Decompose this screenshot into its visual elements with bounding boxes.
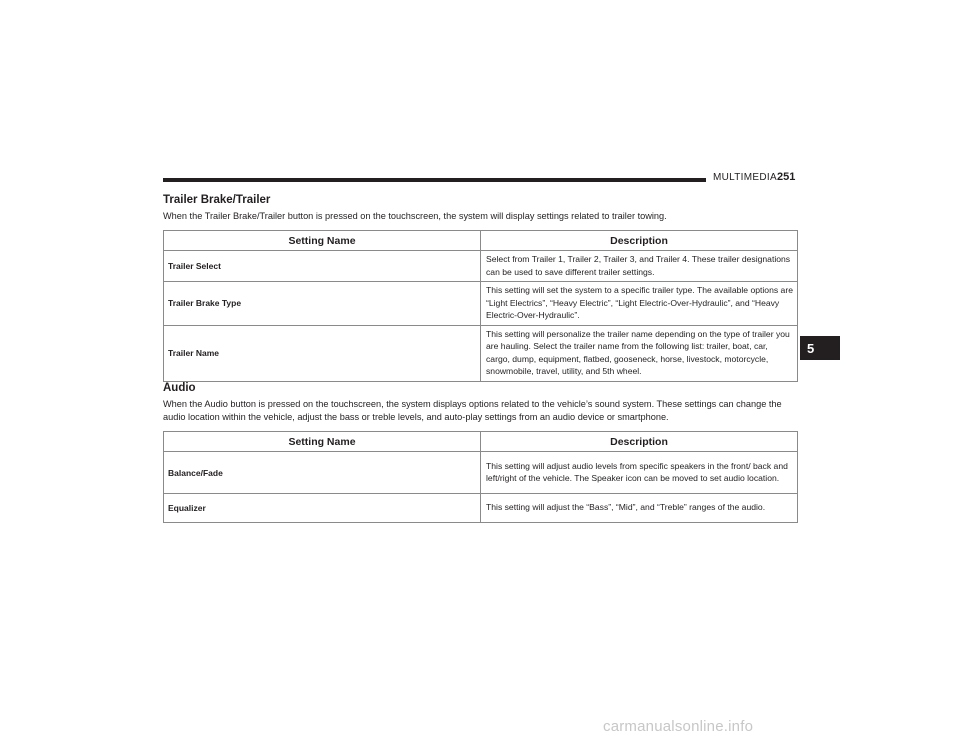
setting-description: This setting will set the system to a specific trailer type. The available options are “Light Electrics”, “Heavy Electric”, “Light Electric-Over-Hydraulic”, and “Heavy Electric-Over-Hydraulic”. bbox=[481, 282, 798, 326]
table-header-row bbox=[164, 231, 798, 251]
audio-intro: When the Audio button is pressed on the touchscreen, the system displays options related to the vehicle’s sound system. These settings can change the audio location within the vehicle, adjust the bass or treble levels, and auto-play settings from an audio device or smartphone. bbox=[163, 399, 782, 422]
section-label: MULTIMEDIA bbox=[713, 172, 777, 183]
watermark: carmanualsonline.info bbox=[603, 718, 754, 735]
header-rule bbox=[163, 178, 706, 182]
table-row bbox=[164, 452, 798, 494]
column-header-setting-name: Setting Name bbox=[164, 432, 481, 452]
setting-description: This setting will adjust audio levels from specific speakers in the front/ back and left/right of the vehicle. The Speaker icon can be moved to set audio location. bbox=[481, 452, 798, 494]
column-header-description: Description bbox=[481, 432, 798, 452]
setting-name: Trailer Select bbox=[164, 251, 481, 282]
setting-name: Equalizer bbox=[164, 494, 481, 523]
trailer-intro: When the Trailer Brake/Trailer button is pressed on the touchscreen, the system will display settings related to trailer towing. bbox=[163, 211, 667, 221]
table-row bbox=[164, 325, 798, 381]
table-header-row bbox=[164, 432, 798, 452]
setting-description: This setting will adjust the “Bass”, “Mid”, and “Treble” ranges of the audio. bbox=[481, 494, 798, 523]
setting-description: Select from Trailer 1, Trailer 2, Trailer 3, and Trailer 4. These trailer designations can be used to save different trailer settings. bbox=[481, 251, 798, 282]
setting-name: Balance/Fade bbox=[164, 452, 481, 494]
table-row bbox=[164, 494, 798, 523]
audio-settings-table bbox=[163, 431, 798, 523]
setting-description: This setting will personalize the trailer name depending on the type of trailer you are hauling. Select the trailer name from the following list: trailer, boat, car, cargo, dump, equipment, flatbed, gooseneck, horse, livestock, motorcycle, snowmobile, travel, utility, and 5th wheel. bbox=[481, 325, 798, 381]
table-row bbox=[164, 282, 798, 326]
chapter-tab-label: 5 bbox=[807, 340, 815, 356]
chapter-tab[interactable] bbox=[800, 336, 840, 360]
trailer-heading: Trailer Brake/Trailer bbox=[163, 194, 271, 206]
column-header-description: Description bbox=[481, 231, 798, 251]
column-header-setting-name: Setting Name bbox=[164, 231, 481, 251]
setting-name: Trailer Name bbox=[164, 325, 481, 381]
page-number: 251 bbox=[777, 171, 796, 183]
setting-name: Trailer Brake Type bbox=[164, 282, 481, 326]
audio-heading: Audio bbox=[163, 382, 196, 394]
trailer-settings-table bbox=[163, 230, 798, 382]
table-row bbox=[164, 251, 798, 282]
